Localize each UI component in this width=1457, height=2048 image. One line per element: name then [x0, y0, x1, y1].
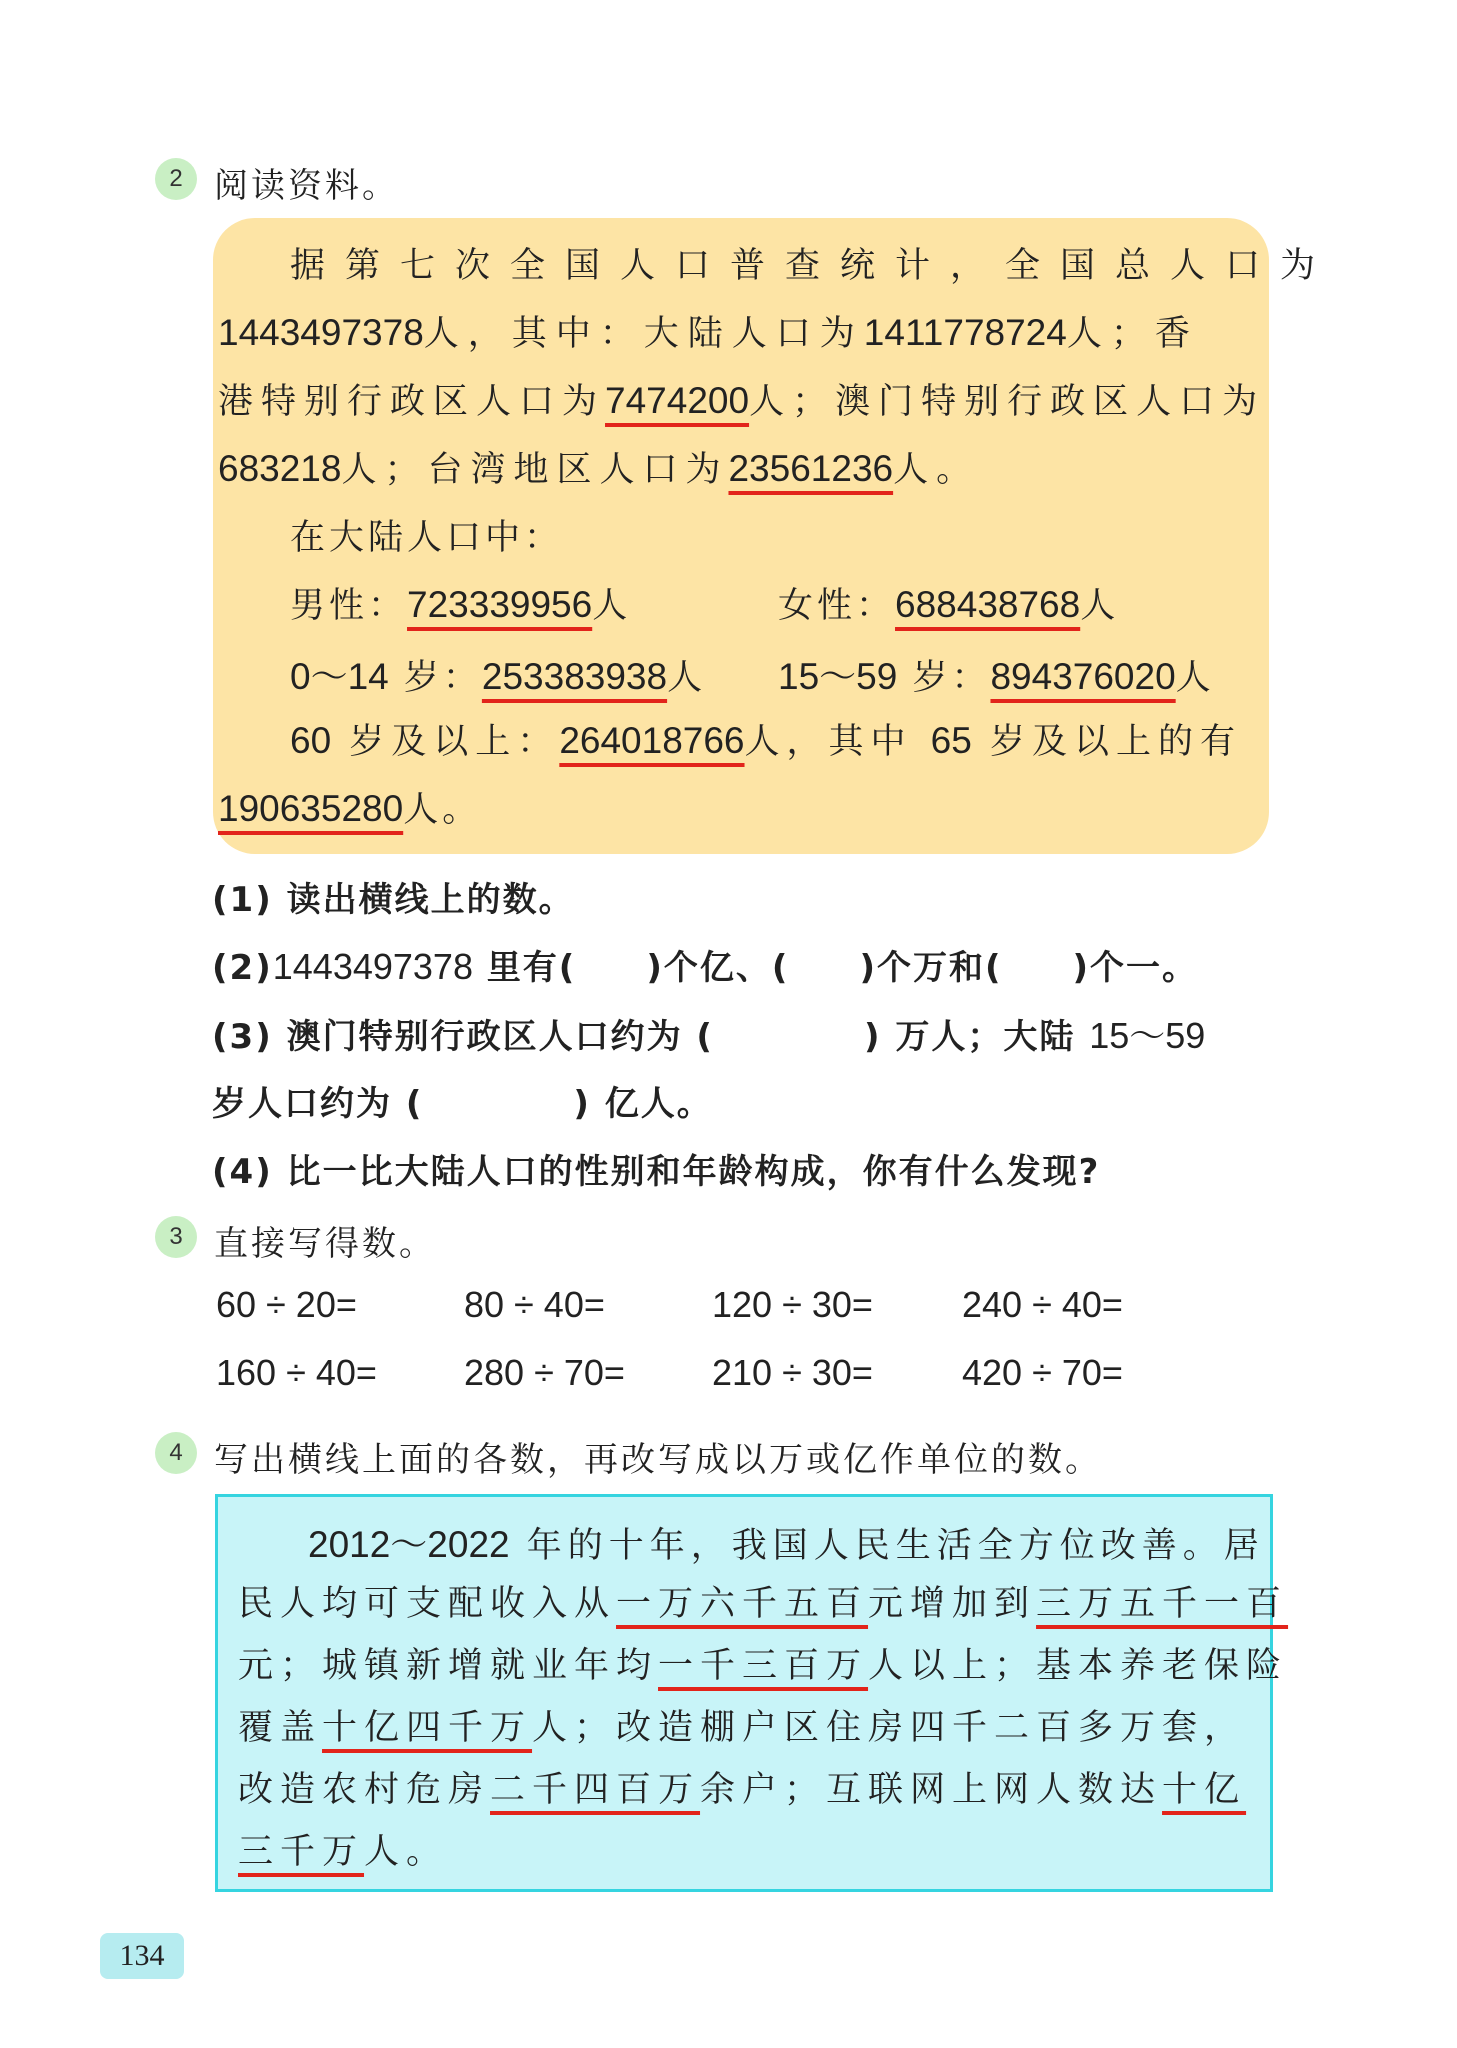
achievement-line-5: 改造农村危房二千四百万余户；互联网上网人数达十亿	[238, 1770, 1247, 1810]
underlined-number: 264018766	[559, 720, 745, 761]
section-badge-3: 3	[155, 1216, 197, 1258]
underlined-number: 二千四百万	[490, 1770, 701, 1810]
census-female: 女性：688438768人	[778, 584, 1120, 626]
math-problem: 80 ÷ 40=	[464, 1284, 605, 1325]
underlined-number: 688438768	[895, 584, 1081, 625]
underlined-number: 253383938	[481, 656, 668, 697]
achievement-line-3: 元；城镇新增就业年均一千三百万人以上；基本养老保险	[238, 1646, 1289, 1686]
census-age-0-14: 0～14 岁：253383938人	[290, 656, 707, 698]
math-problem: 60 ÷ 20=	[216, 1284, 357, 1325]
underlined-number: 190635280	[218, 788, 404, 829]
section-title-4: 写出横线上面的各数，再改写成以万或亿作单位的数。	[214, 1440, 1102, 1480]
census-age-15-59: 15～59 岁：894376020人	[778, 656, 1215, 698]
question-4: (4) 比一比大陆人口的性别和年龄构成，你有什么发现?	[212, 1152, 1101, 1192]
question-3-cont: 岁人口约为 ( ) 亿人。	[212, 1084, 713, 1124]
achievement-line-2: 民人均可支配收入从一万六千五百元增加到三万五千一百	[238, 1584, 1289, 1624]
underlined-number: 23561236	[728, 448, 894, 489]
page-number: 134	[100, 1933, 184, 1979]
underlined-number: 一千三百万	[658, 1646, 869, 1686]
underlined-number: 三千万	[238, 1832, 365, 1872]
underlined-number: 十亿四千万	[322, 1708, 533, 1748]
question-1: (1) 读出横线上的数。	[212, 880, 575, 920]
census-line-2: 1443497378人，其中：大陆人口为1411778724人；香	[218, 312, 1199, 354]
math-problem: 120 ÷ 30=	[712, 1284, 873, 1325]
math-problem: 160 ÷ 40=	[216, 1352, 377, 1393]
census-male: 男性：723339956人	[290, 584, 632, 626]
underlined-number: 723339956	[407, 584, 593, 625]
section-title-3: 直接写得数。	[214, 1224, 436, 1264]
underlined-number: 894376020	[990, 656, 1176, 697]
section-badge-2: 2	[155, 158, 197, 200]
math-problem: 280 ÷ 70=	[464, 1352, 625, 1393]
math-problem: 210 ÷ 30=	[712, 1352, 873, 1393]
census-age-60: 60 岁及以上：264018766人，其中 65 岁及以上的有	[290, 720, 1242, 762]
achievement-line-4: 覆盖十亿四千万人；改造棚户区住房四千二百多万套，	[238, 1708, 1247, 1748]
question-3: (3) 澳门特别行政区人口约为 ( ) 万人；大陆 15～59	[212, 1015, 1206, 1057]
underlined-number: 7474200	[605, 380, 750, 421]
census-line-5: 在大陆人口中：	[290, 518, 564, 558]
census-line-1: 据第七次全国人口普查统计，全国总人口为	[290, 246, 1336, 286]
question-2: (2)1443497378 里有( )个亿、( )个万和( )个一。	[212, 946, 1199, 988]
census-line-3: 港特别行政区人口为7474200人；澳门特别行政区人口为	[218, 380, 1266, 422]
math-problem: 420 ÷ 70=	[962, 1352, 1123, 1393]
achievement-line-1: 2012～2022 年的十年，我国人民生活全方位改善。居	[308, 1524, 1265, 1566]
underlined-number: 十亿	[1162, 1770, 1247, 1810]
underlined-number: 一万六千五百	[616, 1584, 869, 1624]
census-line-4: 683218人；台湾地区人口为23561236人。	[218, 448, 980, 490]
math-problem: 240 ÷ 40=	[962, 1284, 1123, 1325]
achievement-line-6: 三千万人。	[238, 1832, 449, 1872]
underlined-number: 三万五千一百	[1036, 1584, 1289, 1624]
section-title-2: 阅读资料。	[214, 166, 399, 206]
section-badge-4: 4	[155, 1432, 197, 1474]
census-age-65: 190635280人。	[218, 788, 482, 830]
